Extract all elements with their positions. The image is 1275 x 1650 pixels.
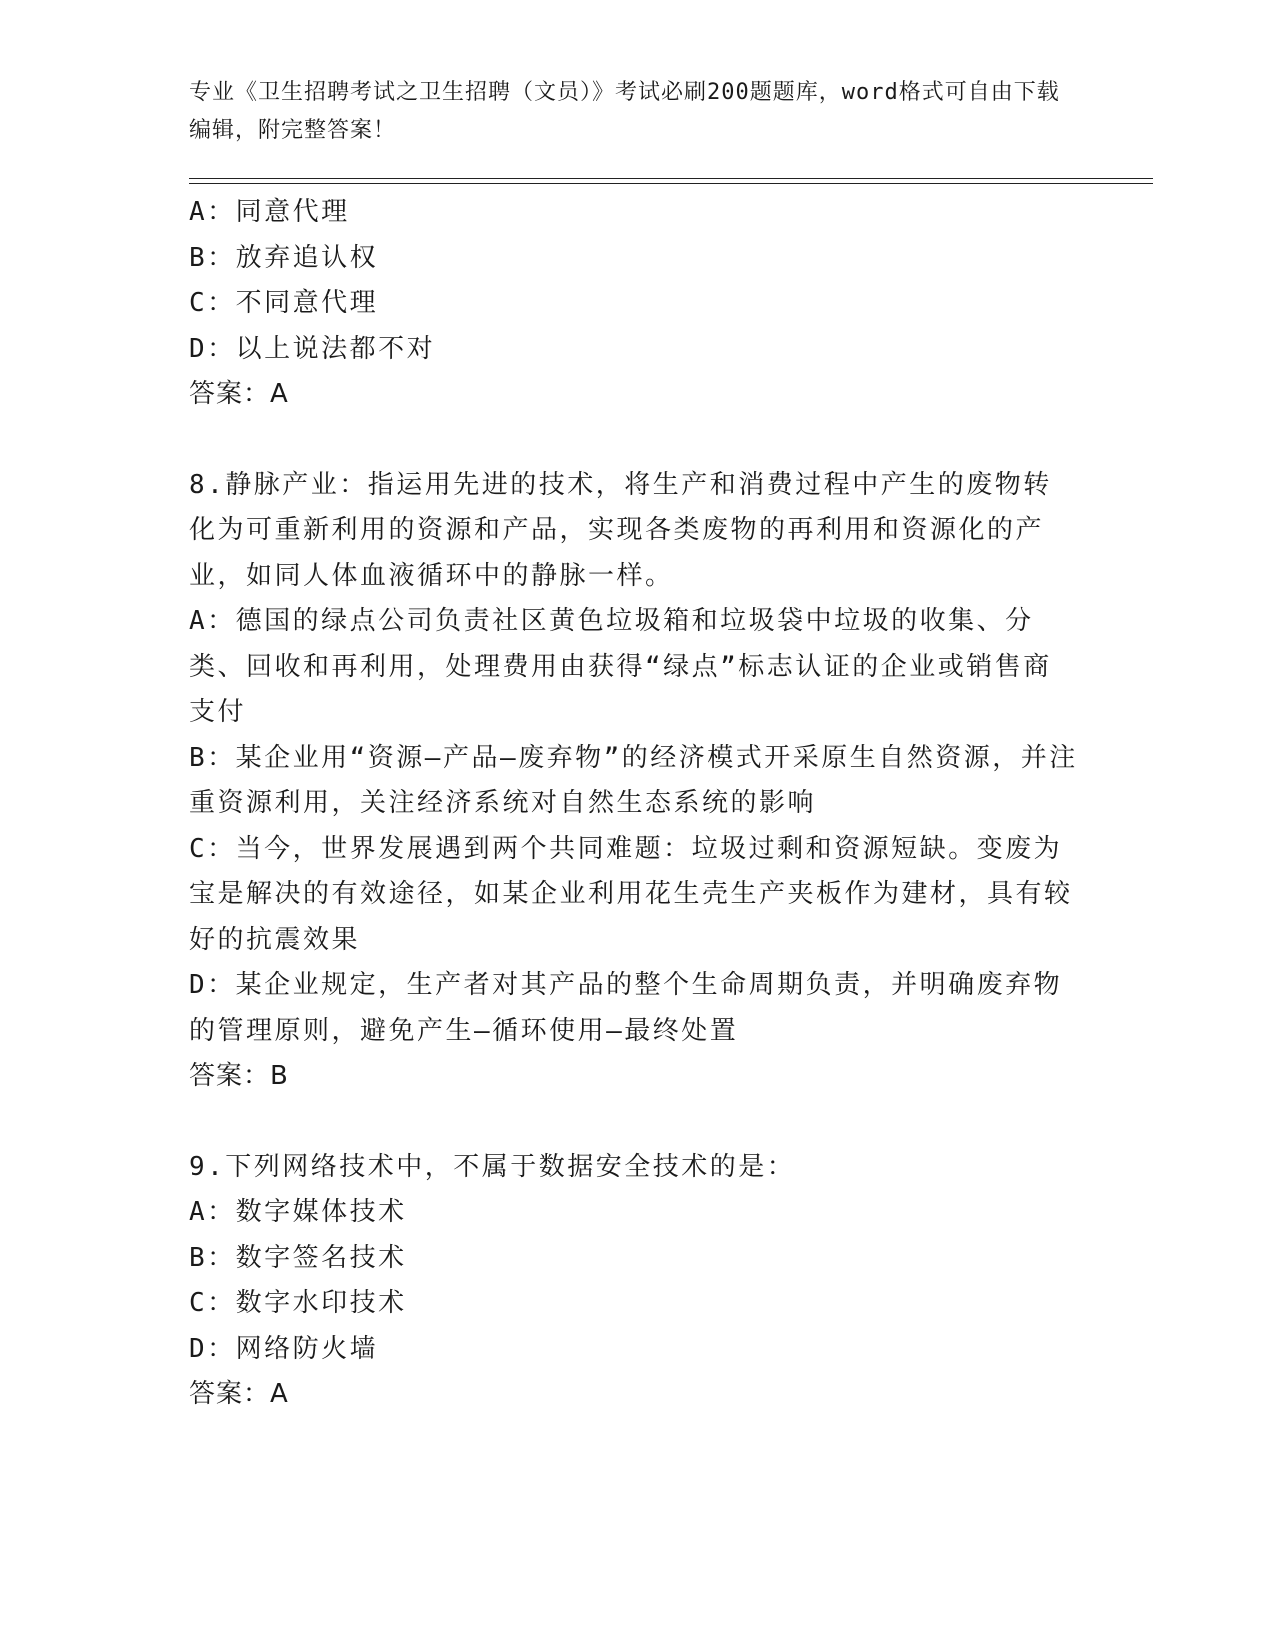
option-c: C：不同意代理: [189, 288, 379, 318]
option-b: B：放弃追认权: [189, 242, 379, 273]
option-c: C：数字水印技术: [189, 1288, 407, 1318]
question-stem: 9.下列网络技术中，不属于数据安全技术的是：: [189, 1151, 796, 1182]
option-d: D：以上说法都不对: [189, 333, 436, 364]
answer-line: 答案：A: [189, 379, 289, 409]
answer-line: 答案：B: [189, 1061, 289, 1091]
document-header: 专业《卫生招聘考试之卫生招聘（文员）》考试必刷200题题库，word格式可自由下载编辑，附完整答案！: [189, 80, 1060, 143]
header-divider-top: [189, 178, 1153, 179]
spacer: [189, 1100, 1079, 1145]
option-d: D：网络防火墙: [189, 1333, 379, 1364]
question-7-block: [189, 190, 1079, 418]
question-stem: 8.静脉产业：指运用先进的技术，将生产和消费过程中产生的废物转化为可重新利用的资源和产品，实现各类废物的再利用和资源化的产业，如同人体血液循环中的静脉一样。: [189, 469, 1052, 591]
header-divider-bottom: [189, 183, 1153, 184]
option-b: B：数字签名技术: [189, 1242, 407, 1273]
option-a: A：同意代理: [189, 197, 350, 227]
question-9-block: [189, 1145, 1079, 1418]
document-body: [189, 190, 1079, 1418]
option-c: C：当今，世界发展遇到两个共同难题：垃圾过剩和资源短缺。变废为宝是解决的有效途径，如某企业利用花生壳生产夹板作为建材，具有较好的抗震效果: [189, 833, 1073, 955]
option-a: A：德国的绿点公司负责社区黄色垃圾箱和垃圾袋中垃圾的收集、分类、回收和再利用，处理费用由获得“绿点”标志认证的企业或销售商支付: [189, 606, 1052, 727]
option-a: A：数字媒体技术: [189, 1197, 407, 1227]
option-d: D：某企业规定，生产者对其产品的整个生命周期负责，并明确废弃物的管理原则，避免产生—循环使用—最终处置: [189, 970, 1063, 1046]
option-b: B：某企业用“资源—产品—废弃物”的经济模式开采原生自然资源，并注重资源利用，关注经济系统对自然生态系统的影响: [189, 742, 1078, 818]
question-8-block: [189, 463, 1079, 1100]
spacer: [189, 418, 1079, 463]
answer-line: 答案：A: [189, 1379, 289, 1409]
